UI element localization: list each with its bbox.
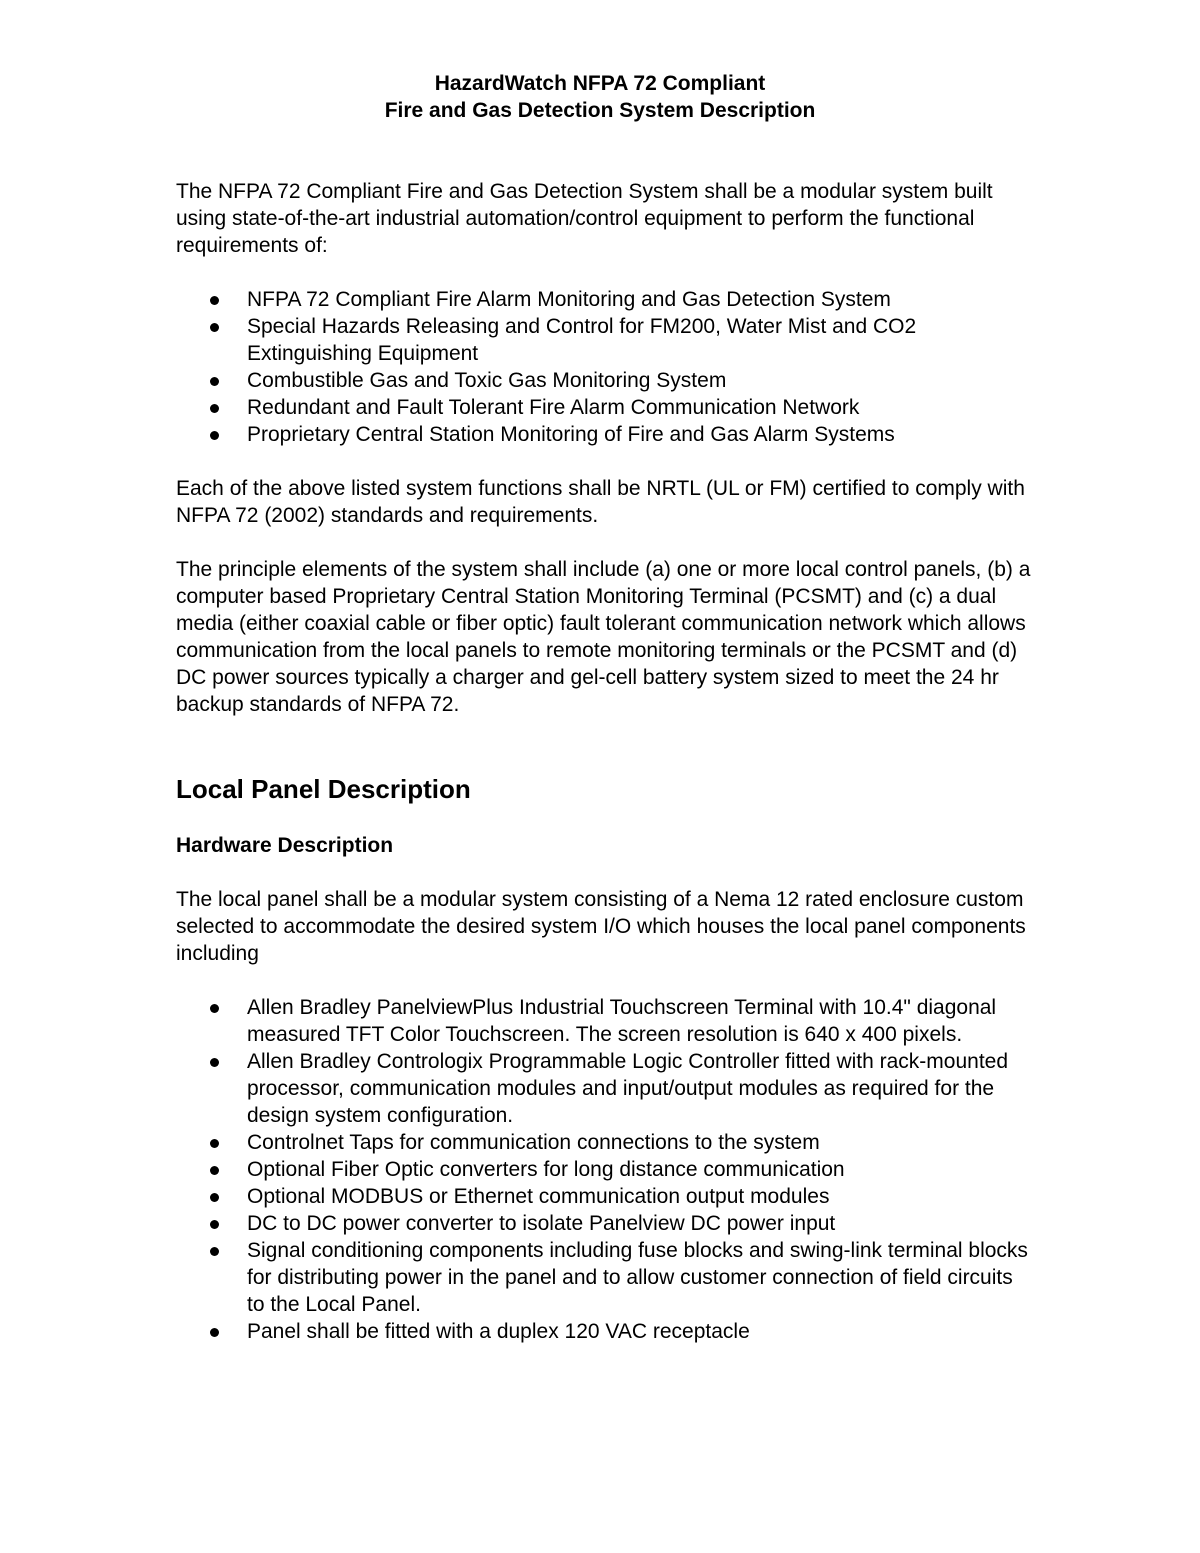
hardware-subheading: Hardware Description xyxy=(176,834,394,857)
list-item-text: Special Hazards Releasing and Control for FM200, Water Mist and CO2 Extinguishing Equipment xyxy=(247,315,917,365)
spacer xyxy=(176,448,1036,475)
bullet-icon xyxy=(210,296,219,305)
list-item-text: Redundant and Fault Tolerant Fire Alarm Communication Network xyxy=(247,396,860,419)
list-item xyxy=(176,1318,1036,1345)
components-list xyxy=(176,994,1036,1345)
bullet-icon xyxy=(210,1193,219,1202)
list-item xyxy=(176,286,1036,313)
list-item-text: Signal conditioning components including fuse blocks and swing-link terminal blocks for distributing power in the panel and to allow customer connection of field circuits to the Local Panel. xyxy=(247,1239,1028,1316)
elements-paragraph: The principle elements of the system shall include (a) one or more local control panels, (b) a computer based Proprietary Central Station Monitoring Terminal (PCSMT) and (c) a dual media (either coaxial cable or fiber optic) fault tolerant communication network which allows communication from the local panels to remote monitoring terminals or the PCSMT and (d) DC power sources typically a charger and gel-cell battery system sized to meet the 24 hr backup standards of NFPA 72. xyxy=(176,558,1031,716)
spacer xyxy=(176,967,1036,994)
list-item xyxy=(176,367,1036,394)
spacer xyxy=(176,124,1036,178)
list-item-text: Optional Fiber Optic converters for long distance communication xyxy=(247,1158,845,1181)
list-item-text: Controlnet Taps for communication connections to the system xyxy=(247,1131,820,1154)
local-panel-heading: Local Panel Description xyxy=(176,774,471,804)
bullet-icon xyxy=(210,1247,219,1256)
bullet-icon xyxy=(210,377,219,386)
bullet-icon xyxy=(210,1328,219,1337)
spacer xyxy=(176,259,1036,286)
list-item-text: Combustible Gas and Toxic Gas Monitoring System xyxy=(247,369,727,392)
list-item-text: Allen Bradley Contrologix Programmable Logic Controller fitted with rack-mounted processor, communication modules and input/output modules as required for the design system configuration. xyxy=(247,1050,1009,1127)
title-line-1: HazardWatch NFPA 72 Compliant xyxy=(434,72,766,95)
bullet-icon xyxy=(210,1004,219,1013)
list-item-text: Panel shall be fitted with a duplex 120 VAC receptacle xyxy=(247,1320,750,1343)
list-item xyxy=(176,421,1036,448)
spacer xyxy=(176,859,1036,886)
list-item-text: NFPA 72 Compliant Fire Alarm Monitoring and Gas Detection System xyxy=(247,288,891,311)
spacer xyxy=(176,718,1036,772)
bullet-icon xyxy=(210,323,219,332)
list-item xyxy=(176,1048,1036,1129)
list-item xyxy=(176,394,1036,421)
bullet-icon xyxy=(210,1166,219,1175)
list-item xyxy=(176,1210,1036,1237)
list-item-text: DC to DC power converter to isolate Panelview DC power input xyxy=(247,1212,836,1235)
spacer xyxy=(176,806,1036,832)
functions-list xyxy=(176,286,1036,448)
bullet-icon xyxy=(210,404,219,413)
document-title xyxy=(176,70,1024,124)
certification-paragraph: Each of the above listed system functions shall be NRTL (UL or FM) certified to comply with NFPA 72 (2002) standards and requirements. xyxy=(176,477,1025,527)
document-page xyxy=(176,70,1036,1345)
list-item xyxy=(176,1129,1036,1156)
spacer xyxy=(176,529,1036,556)
title-line-2: Fire and Gas Detection System Description xyxy=(384,99,816,122)
local-panel-intro-paragraph: The local panel shall be a modular system consisting of a Nema 12 rated enclosure custom selected to accommodate the desired system I/O which houses the local panel components including xyxy=(176,888,1026,965)
bullet-icon xyxy=(210,1139,219,1148)
list-item-text: Proprietary Central Station Monitoring of Fire and Gas Alarm Systems xyxy=(247,423,895,446)
list-item xyxy=(176,994,1036,1048)
list-item-text: Allen Bradley PanelviewPlus Industrial Touchscreen Terminal with 10.4" diagonal measured TFT Color Touchscreen. The screen resolution is 640 x 400 pixels. xyxy=(247,996,997,1046)
list-item xyxy=(176,1237,1036,1318)
list-item xyxy=(176,313,1036,367)
list-item xyxy=(176,1183,1036,1210)
list-item xyxy=(176,1156,1036,1183)
list-item-text: Optional MODBUS or Ethernet communication output modules xyxy=(247,1185,830,1208)
bullet-icon xyxy=(210,431,219,440)
bullet-icon xyxy=(210,1220,219,1229)
intro-paragraph: The NFPA 72 Compliant Fire and Gas Detection System shall be a modular system built using state-of-the-art industrial automation/control equipment to perform the functional requirements of: xyxy=(176,180,993,257)
bullet-icon xyxy=(210,1058,219,1067)
